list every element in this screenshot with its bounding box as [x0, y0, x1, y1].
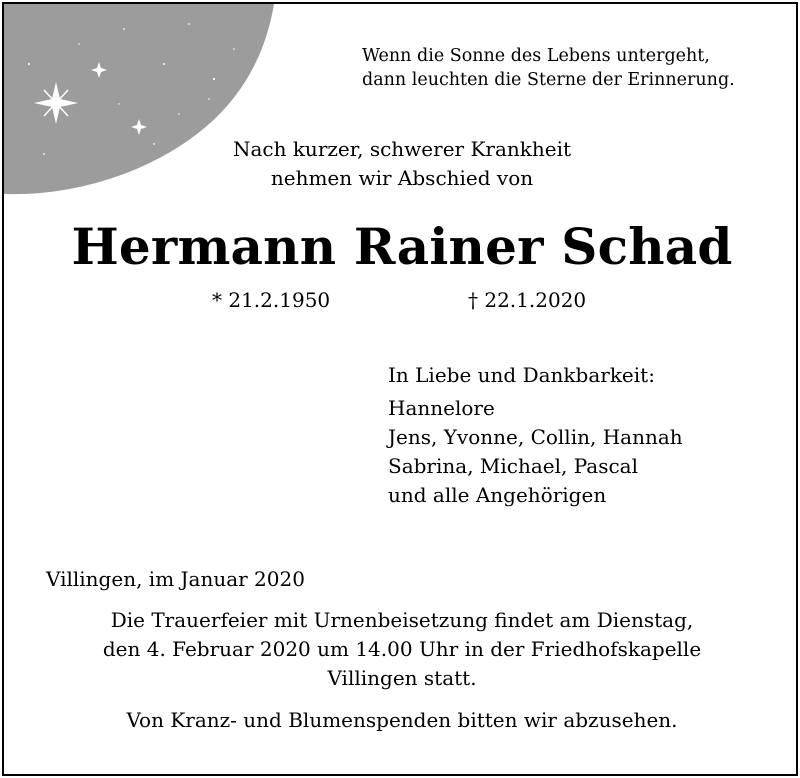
- deceased-name: Hermann Rainer Schad: [71, 217, 733, 276]
- intro-line: Nach kurzer, schwerer Krankheit: [232, 137, 572, 161]
- mourner-line: und alle Angehörigen: [388, 483, 607, 507]
- service-line: Die Trauerfeier mit Urnenbeisetzung findet am Dienstag,: [110, 608, 694, 632]
- quote-line: dann leuchten die Sterne der Erinnerung.: [362, 70, 735, 90]
- flowers-note: Von Kranz- und Blumenspenden bitten wir abzusehen.: [126, 708, 678, 732]
- mourner-line: Jens, Yvonne, Collin, Hannah: [388, 425, 683, 449]
- service-line: den 4. Februar 2020 um 14.00 Uhr in der Friedhofskapelle: [102, 637, 702, 661]
- birth-date: * 21.2.1950: [212, 288, 331, 312]
- intro-text: [4, 135, 798, 193]
- funeral-service-info: [4, 606, 798, 693]
- place-date: Villingen, im Januar 2020: [46, 567, 305, 591]
- mourners-list: [388, 361, 683, 510]
- service-line: Villingen statt.: [327, 666, 477, 690]
- mourner-line: Hannelore: [388, 396, 495, 420]
- mourners-heading: In Liebe und Dankbarkeit:: [388, 363, 655, 387]
- mourner-line: Sabrina, Michael, Pascal: [388, 454, 638, 478]
- obituary-card: [2, 2, 798, 776]
- intro-line: nehmen wir Abschied von: [270, 166, 534, 190]
- quote-line: Wenn die Sonne des Lebens untergeht,: [362, 46, 710, 66]
- death-date: † 22.1.2020: [468, 288, 587, 312]
- memorial-quote: [362, 44, 782, 92]
